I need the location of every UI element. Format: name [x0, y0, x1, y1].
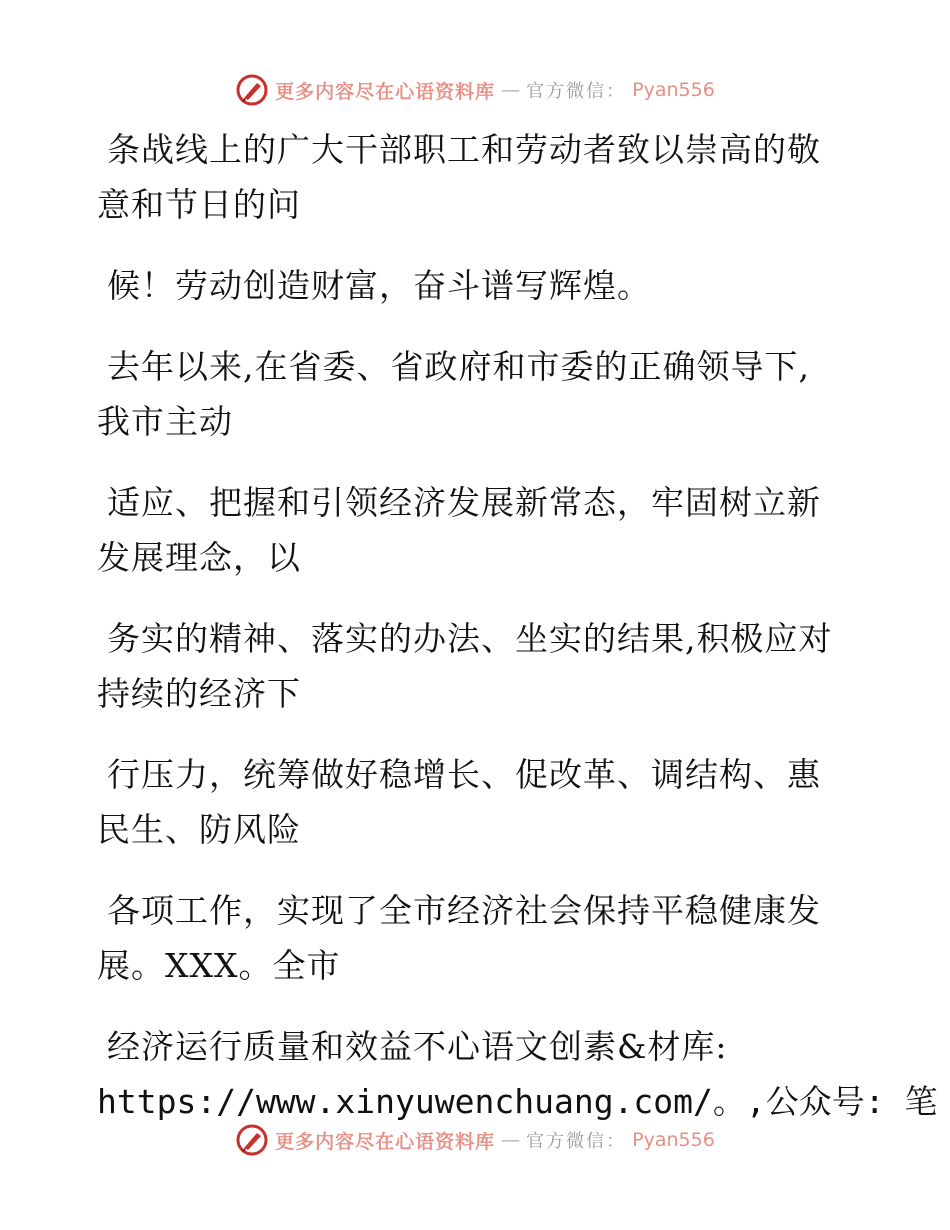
- paragraph-line: 发展理念，以: [97, 538, 301, 577]
- paragraph: [97, 122, 857, 232]
- paragraph: [97, 258, 857, 313]
- banner-wechat-id: Pyan556: [632, 79, 715, 101]
- paragraph-line: 经济运行质量和效益不心语文创素&材库:: [107, 1027, 728, 1066]
- header-banner: [0, 70, 950, 110]
- paragraph: [97, 339, 857, 449]
- paragraph-line: 候！劳动创造财富，奋斗谱写辉煌。: [107, 266, 651, 305]
- pen-logo-icon: [235, 73, 269, 107]
- paragraph-line: 适应、把握和引领经济发展新常态，牢固树立新: [107, 483, 821, 522]
- paragraph-line: 意和节日的问: [97, 185, 301, 224]
- paragraph-line: 我市主动: [97, 402, 233, 441]
- paragraph: [97, 883, 857, 993]
- banner-wechat-label: 官方微信：: [526, 81, 627, 102]
- paragraph-line: 去年以来,在省委、省政府和市委的正确领导下,: [107, 347, 810, 386]
- paragraph: [97, 611, 857, 721]
- paragraph-line: 民生、防风险: [97, 810, 301, 849]
- paragraph: [97, 1019, 938, 1129]
- banner-dash: —: [501, 1129, 521, 1151]
- paragraph-line: 持续的经济下: [97, 674, 301, 713]
- banner-main-text: 更多内容尽在心语资料库: [275, 80, 496, 103]
- document-body: [97, 122, 938, 1155]
- banner-main-text: 更多内容尽在心语资料库: [275, 1130, 496, 1153]
- banner-dash: —: [501, 79, 521, 101]
- footer-banner: [0, 1120, 950, 1160]
- pen-logo-icon: [235, 1123, 269, 1157]
- banner-wechat-id: Pyan556: [632, 1129, 715, 1151]
- paragraph: [97, 747, 857, 857]
- paragraph-line: 务实的精神、落实的办法、坐实的结果,积极应对: [107, 619, 833, 658]
- banner-wechat-label: 官方微信：: [526, 1131, 627, 1152]
- paragraph-line: 展。XXX。全市: [97, 946, 341, 985]
- paragraph-line: 各项工作，实现了全市经济社会保持平稳健康发: [107, 891, 821, 930]
- paragraph-line-url: https://www.xinyuwenchuang.com/。,公众号: 笔: [97, 1082, 938, 1121]
- paragraph: [97, 475, 857, 585]
- paragraph-line: 行压力，统筹做好稳增长、促改革、调结构、惠: [107, 755, 821, 794]
- paragraph-line: 条战线上的广大干部职工和劳动者致以崇高的敬: [107, 130, 821, 169]
